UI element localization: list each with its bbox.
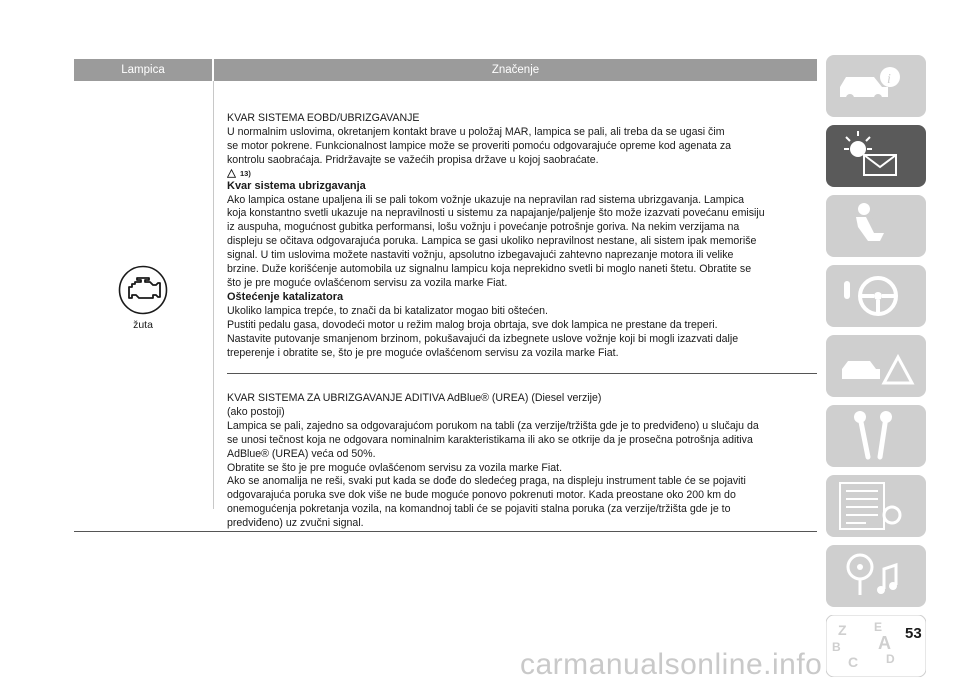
tab-emergency[interactable] (826, 335, 926, 397)
tab-car-info[interactable] (826, 55, 926, 117)
text-line: koja konstantno svetli ukazuje na nepravilnosti u sistemu za napajanje/paljenje što može izazvati povećanu emisiju (227, 207, 765, 220)
block-title: KVAR SISTEMA ZA UBRIZGAVANJE ADITIVA AdBlue® (UREA) (Diesel verzije) (227, 392, 602, 404)
subheading: Oštećenje katalizatora (227, 290, 344, 303)
text-line: kontrolu saobraćaja. Pridržavajte se važećih propisa države u kojoj saobraćate. (227, 153, 599, 166)
text-line: Ako se anomalija ne reši, svaki put kada se dođe do sledećeg praga, na displeju instrument table će se pojaviti (227, 475, 746, 488)
watermark: carmanualsonline.info (520, 648, 823, 681)
header-znacenje: Značenje (491, 64, 540, 76)
divider (227, 373, 817, 374)
tab-maintenance[interactable] (826, 405, 926, 467)
text-line: iz auspuha, mogućnost gubitka performansi, lošu vožnju i povećanje potrošnje goriva. Na nekim verzijama na (227, 221, 740, 234)
text-line: odgovarajuća poruka sve dok više ne bude moguće ponovo pokrenuti motor. Kada preostane oko 200 km do (227, 489, 736, 502)
svg-text:i: i (887, 72, 891, 87)
wrench-icon (826, 405, 926, 467)
index-letter: D (886, 652, 895, 666)
page-number: 53 (905, 625, 922, 642)
text-line: Obratite se što je pre moguće ovlašćenom servisu za vozila marke Fiat. (227, 461, 563, 474)
index-letter: Z (838, 622, 847, 638)
warning-light-table (74, 59, 817, 530)
reference-number: 13) (240, 168, 251, 178)
block-title: KVAR SISTEMA EOBD/UBRIZGAVANJE (227, 112, 420, 124)
text-line: (ako postoji) (227, 405, 285, 418)
lamp-color-label: žuta (133, 319, 153, 331)
table-header (74, 59, 817, 81)
divider (74, 531, 817, 532)
text-line: Pustiti pedalu gasa, dovodeći motor u režim malog broja obrtaja, sve dok lampica ne prestane da treperi. (227, 318, 718, 331)
text-line: se motor pokrene. Funkcionalnost lampice može se proveriti pomoću odgovarajuće opreme kod agenata za (227, 139, 732, 152)
car-info-icon (826, 55, 926, 117)
lamp-cell (74, 81, 212, 509)
tab-technical-data[interactable] (826, 475, 926, 537)
text-line: U normalnim uslovima, okretanjem kontakt brave u položaj MAR, lampica se pali, ali treba da se ugasi čim (227, 125, 725, 138)
warning-triangle-icon (227, 169, 236, 178)
text-line: što je pre moguće ovlašćenom servisu za vozila marke Fiat. (227, 276, 508, 289)
index-letter: C (848, 654, 859, 670)
text-line: AdBlue® (UREA) veća od 50%. (227, 447, 376, 460)
multimedia-icon (826, 545, 926, 607)
text-line: displeju se očitava odgovarajuća poruka. Lampica se gasi ukoliko nepravilnost nestane, ali sistem ipak memoriše (227, 235, 757, 248)
text-line: Nastavite putovanje smanjenom brzinom, pokušavajući da izbegnete uslove vožnje koji bi mogli izazvati dalje (227, 332, 739, 345)
text-line: Ukoliko lampica trepće, to znači da bi katalizator mogao biti oštećen. (227, 304, 548, 317)
meaning-block-adblue (227, 392, 817, 531)
subheading: Kvar sistema ubrizgavanja (227, 179, 366, 192)
tab-warning-lights[interactable] (826, 125, 926, 187)
table-row (74, 81, 817, 530)
index-letter: B (832, 640, 841, 654)
text-line: Ako lampica ostane upaljena ili se pali tokom vožnje ukazuje na nepravilan rad sistema ubrizgavanja. Lampica (227, 193, 745, 206)
meaning-block-eobd (227, 112, 817, 360)
tab-safety[interactable] (826, 195, 926, 257)
check-engine-icon (118, 265, 168, 315)
warning-lights-icon (826, 125, 926, 187)
data-sheet-icon (826, 475, 926, 537)
text-line: brzine. Duže korišćenje automobila uz signalnu lampicu koja neprekidno svetli bi moglo naneti štetu. Obratite se (227, 263, 752, 276)
text-line: treperenje i obratite se, što je pre moguće ovlašćenom servisu za vozila marke Fiat. (227, 346, 619, 359)
text-line: onemogućenja pokretanja vozila, na komandnoj tabli će se pojaviti stalna poruka (za verzije/tržišta gde je to (227, 503, 731, 516)
steering-wheel-icon (826, 265, 926, 327)
header-lampica: Lampica (121, 64, 165, 76)
index-letter: A (878, 633, 891, 653)
index-letter: E (874, 620, 883, 634)
safety-seat-icon (826, 195, 926, 257)
tab-multimedia[interactable] (826, 545, 926, 607)
warning-reference (227, 168, 817, 180)
emergency-icon (826, 335, 926, 397)
text-line: Lampica se pali, zajedno sa odgovarajućom porukom na tabli (za verzije/tržišta gde je to predviđeno) u slučaju da (227, 419, 759, 432)
text-line: signal. U tim uslovima možete nastaviti vožnju, apsolutno izbegavajući zahtevno naprezanje motora ili velike (227, 249, 734, 262)
tab-driving[interactable] (826, 265, 926, 327)
text-line: predviđeno) uz zvučni signal. (227, 517, 364, 530)
text-line: se unosi tečnost koja ne odgovara nominalnim karakteristikama ili ako se otkrije da je prosečna potrošnja aditiva (227, 433, 753, 446)
